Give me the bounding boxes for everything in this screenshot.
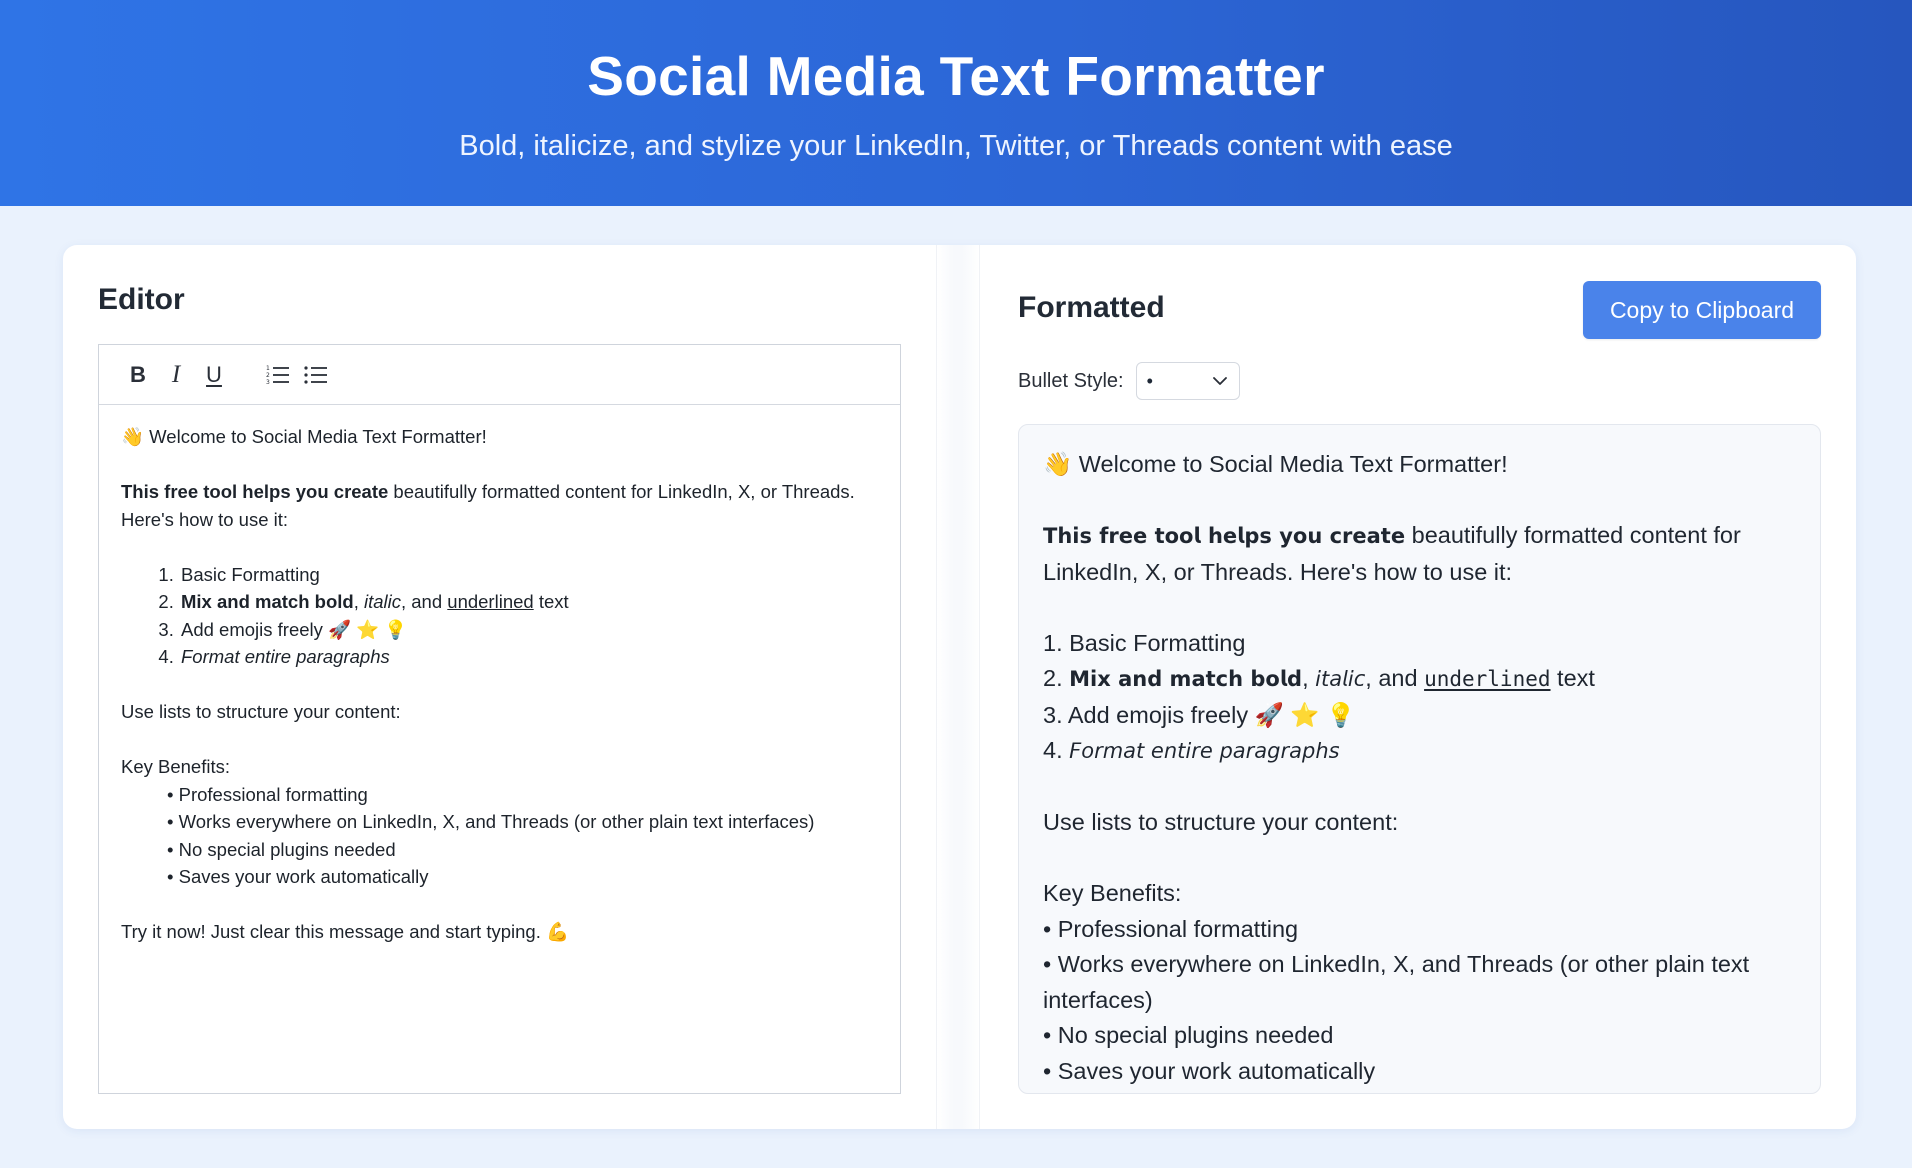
- preview-line: • Professional formatting: [1043, 915, 1299, 942]
- preview-line: • Works everywhere on LinkedIn, X, and Threads (or other plain text interfaces): [1043, 951, 1750, 1013]
- bullet-style-select[interactable]: [1136, 362, 1240, 400]
- main-card: [63, 245, 1856, 1129]
- formatted-preview: [1018, 424, 1821, 1094]
- page-header: [0, 0, 1912, 206]
- chevron-down-icon: [1211, 372, 1229, 390]
- editor-lists-line: Use lists to structure your content:: [121, 701, 401, 722]
- preview-line: • No special plugins needed: [1043, 1022, 1334, 1048]
- bullet-style-row: [1018, 362, 1240, 400]
- bullet-list-icon: [304, 364, 328, 386]
- preview-benefits-heading: Key Benefits:: [1043, 880, 1182, 906]
- editor-ordered-list: [121, 561, 878, 671]
- svg-text:2: 2: [266, 371, 270, 379]
- copy-to-clipboard-button[interactable]: Copy to Clipboard: [1583, 281, 1821, 339]
- list-item: • Saves your work automatically: [167, 863, 878, 891]
- bullet-style-value: •: [1146, 370, 1153, 391]
- formatted-title: Formatted: [1018, 291, 1165, 324]
- bold-button[interactable]: B: [130, 361, 146, 387]
- svg-text:3: 3: [266, 378, 270, 386]
- svg-text:1: 1: [266, 364, 270, 372]
- list-item: • Works everywhere on LinkedIn, X, and Threads (or other plain text interfaces): [167, 808, 878, 836]
- editor-box: [98, 344, 901, 1094]
- list-item: • Professional formatting: [167, 781, 878, 809]
- preview-line: • Saves your work automatically: [1043, 1057, 1376, 1084]
- preview-line: 3. Add emojis freely 🚀 ⭐ 💡: [1043, 701, 1356, 728]
- editor-welcome-line: 👋 Welcome to Social Media Text Formatter!: [121, 426, 487, 447]
- bullet-list-button[interactable]: [297, 356, 335, 394]
- page-title: Social Media Text Formatter: [587, 45, 1325, 107]
- list-item: 2. Mix and match bold, italic, and underlined text: [179, 588, 878, 616]
- intro-bold-text: This free tool helps you create: [121, 481, 389, 502]
- underline-button[interactable]: U: [206, 361, 222, 387]
- preview-lists-line: Use lists to structure your content:: [1043, 809, 1399, 835]
- list-item: 4. Format entire paragraphs: [179, 643, 878, 671]
- preview-welcome-line: 👋 Welcome to Social Media Text Formatter!: [1043, 451, 1508, 477]
- panel-divider: [936, 245, 980, 1129]
- ordered-list-button[interactable]: [259, 356, 297, 394]
- intro-rest-text: beautifully formatted content for LinkedIn, X, or Threads. Here's how to use it:: [121, 481, 855, 530]
- preview-line: 1. Basic Formatting: [1043, 629, 1246, 656]
- preview-intro-paragraph: 𝗧𝗵𝗶𝘀 𝗳𝗿𝗲𝗲 𝘁𝗼𝗼𝗹 𝗵𝗲𝗹𝗽𝘀 𝘆𝗼𝘂 𝗰𝗿𝗲𝗮𝘁𝗲 beautifully formatted content for LinkedIn, X, or Threads. Here's how to use it:: [1043, 522, 1741, 585]
- editor-outro-line: Try it now! Just clear this message and start typing. 💪: [121, 921, 570, 942]
- list-item: • No special plugins needed: [167, 836, 878, 864]
- list-item: 3. Add emojis freely 🚀 ⭐ 💡: [179, 616, 878, 644]
- ordered-list-icon: [266, 364, 290, 386]
- preview-line: 4. 𝘍𝘰𝘳𝘮𝘢𝘵 𝘦𝘯𝘵𝘪𝘳𝘦 𝘱𝘢𝘳𝘢𝘨𝘳𝘢𝘱𝘩𝘴: [1043, 737, 1340, 763]
- editor-toolbar: [99, 345, 900, 405]
- editor-bullet-list: [121, 781, 878, 891]
- list-item: 1. Basic Formatting: [179, 561, 878, 589]
- preview-line: 2. 𝗠𝗶𝘅 𝗮𝗻𝗱 𝗺𝗮𝘁𝗰𝗵 𝗯𝗼𝗹𝗱, 𝘪𝘵𝘢𝘭𝘪𝘤, and underlined text: [1043, 665, 1595, 691]
- editor-benefits-heading: Key Benefits:: [121, 756, 231, 777]
- editor-intro-paragraph: [121, 478, 878, 533]
- editor-title: Editor: [98, 283, 185, 316]
- italic-button[interactable]: I: [171, 360, 181, 388]
- editor-text-area[interactable]: [99, 405, 900, 946]
- page-subtitle: Bold, italicize, and stylize your LinkedIn, Twitter, or Threads content with ease: [459, 130, 1453, 162]
- bullet-style-label: Bullet Style:: [1018, 369, 1124, 392]
